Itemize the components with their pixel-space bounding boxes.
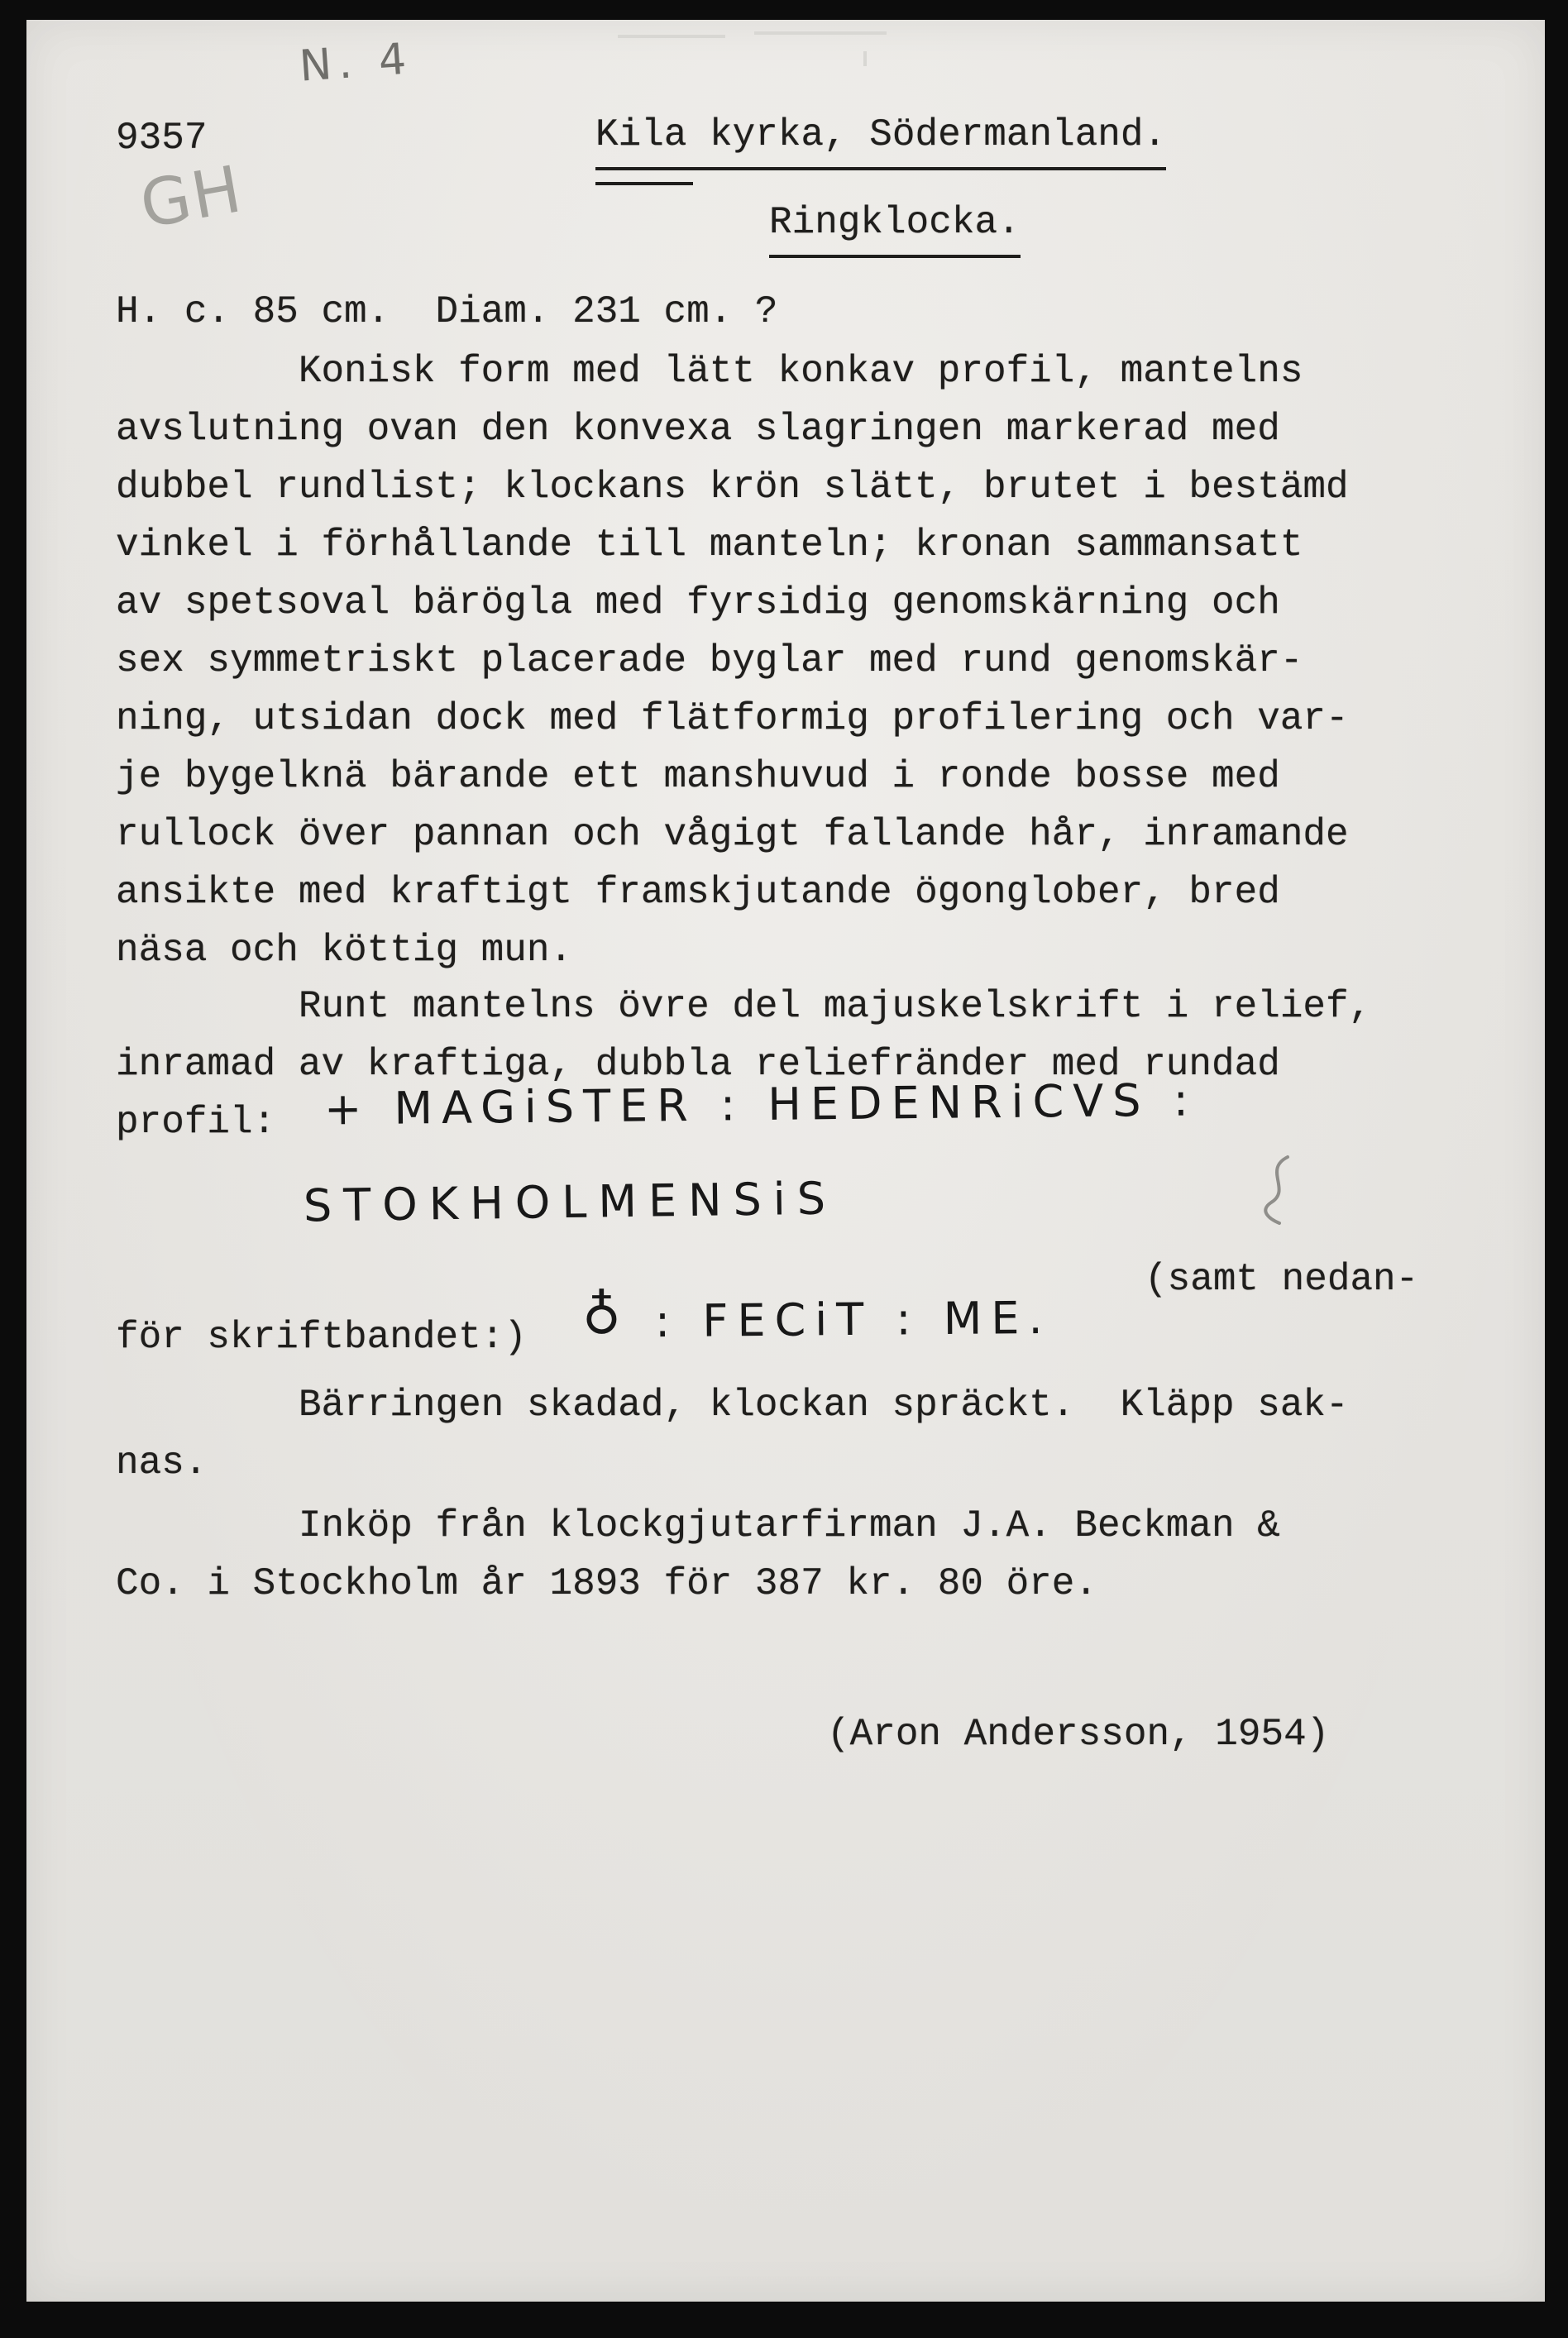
attribution: (Aron Andersson, 1954)	[827, 1713, 1330, 1756]
page-title: Kila kyrka, Södermanland.	[595, 106, 1166, 170]
samt-nedan-note: (samt nedan-	[1145, 1258, 1419, 1301]
inscription-fecit: : FECiT : ME.	[654, 1291, 1052, 1348]
archive-number: 9357	[116, 117, 208, 160]
skriftband-label: för skriftbandet:)	[116, 1316, 527, 1359]
pencil-squiggle	[1246, 1153, 1296, 1227]
pencil-note: N. 4	[298, 34, 414, 92]
paragraph-description: Konisk form med lätt konkav profil, mantelns avslutning ovan den konvexa slagringen markerad med dubbel rundlist; klockans krön slätt, brutet i bestämd vinkel i förhållande till manteln; kronan sammansatt av spetsoval bärögla med fyrsidig genomskärning och sex symmetriskt placerade byglar med rund genomskär- ning, utsidan dock med flätformig profilering och var- je bygelknä bärande ett manshuvud i ronde bosse med rullock över pannan och vågigt fallande hår, inramande ansikte med kraftigt framskjutande ögonglober, bred näsa och köttig mun.	[116, 350, 1349, 972]
scan-artifact-dash	[618, 35, 725, 38]
founder-mark-icon: ♁	[582, 1285, 624, 1346]
inscription-line-2: STOKHOLMENSiS	[303, 1172, 838, 1232]
scan-artifact-dot	[863, 51, 867, 66]
paper-sheet	[26, 20, 1545, 2302]
title-second-underline	[595, 182, 693, 185]
page-subtitle: Ringklocka.	[769, 194, 1021, 258]
paragraph-purchase: Inköp från klockgjutarfirman J.A. Beckman & Co. i Stockholm år 1893 för 387 kr. 80 öre.	[116, 1504, 1280, 1605]
pencil-initials: GH	[135, 151, 248, 244]
paragraph-inscription-intro: Runt mantelns övre del majuskelskrift i relief, inramad av kraftiga, dubbla reliefränder med rundad	[116, 985, 1372, 1086]
measurements-line: H. c. 85 cm. Diam. 231 cm. ?	[116, 290, 778, 333]
profil-label: profil:	[116, 1101, 276, 1144]
inscription-line-1: + MAGiSTER : HEDENRiCVS :	[323, 1073, 1198, 1136]
paragraph-condition: Bärringen skadad, klockan spräckt. Kläpp sak- nas.	[116, 1384, 1349, 1485]
scan-artifact-dash	[754, 31, 887, 35]
